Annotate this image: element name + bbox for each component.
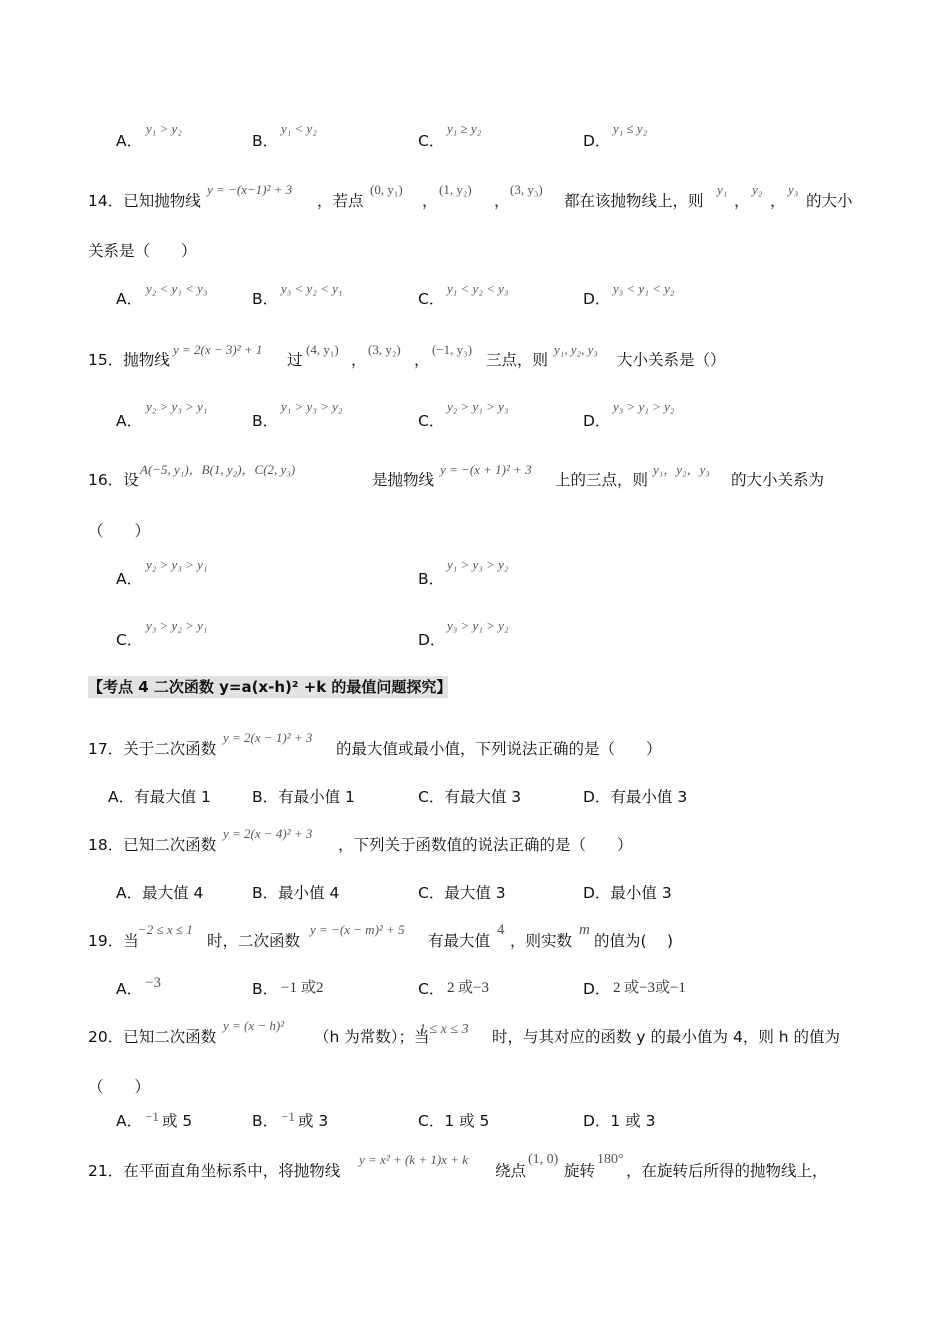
q21-point: (1, 0) [528,1152,559,1167]
q18-function: y = 2(x − 4)² + 3 [223,826,313,841]
q19-value: 4 [497,922,505,938]
q20-function: y = (x − h)² [223,1018,285,1033]
option-a-math: y₂ < y₁ < y₃ [146,281,208,296]
q14-comma: ， [734,192,750,210]
q16-function: y = −(x + 1)² + 3 [440,462,532,477]
option-c-math: 2 [447,980,455,996]
option-d: D． [583,290,611,308]
q19-range: −2 ≤ x ≤ 1 [138,922,193,937]
q15-function: y = 2(x − 3)² + 1 [173,342,263,357]
q19-var-m: m [579,922,590,938]
option-b-math: y₁ > y₃ > y₂ [281,399,343,414]
option-b-math: y₁ > y₃ > y₂ [447,557,509,572]
option-a-math: y₂ > y₃ > y₁ [146,399,208,414]
option-d-math: y₃ > y₁ > y₂ [447,618,509,633]
q14-text: 都在该抛物线上，则 [564,192,704,210]
q19-text: 有最大值 [428,932,491,950]
q16-text: 是抛物线 [372,471,435,489]
q19-stem-start: 19．当 [88,932,139,950]
option-a: A． [116,570,143,588]
q14-var-y1: y₁ [717,182,728,197]
option-d: D． [583,980,611,998]
option-b-math: y₃ < y₂ < y₁ [281,281,343,296]
option-a: A． [116,980,143,998]
q20-text: 时，与其对应的函数 y 的最小值为 4，则 h 的值为 [492,1028,840,1046]
option-b-math: y₁ < y₂ [281,121,317,136]
option-b: B． [252,132,279,150]
option-c: C．有最大值 3 [418,788,522,806]
option-c: C．1 或 5 [418,1112,490,1130]
q15-point-1: (4, y₁) [306,342,339,357]
q15-comma: ， [414,351,430,369]
option-c: C． [418,980,445,998]
q14-point-2: (1, y₂) [439,182,472,197]
q15-text: 过 [287,351,303,369]
q19-function: y = −(x − m)² + 5 [310,922,405,937]
option-c: C． [418,132,445,150]
q15-point-2: (3, y₂) [368,342,401,357]
q20-range: 1 ≤ x ≤ 3 [419,1022,469,1037]
q14-text: ，若点 [317,192,364,210]
q15-text: 大小关系是（） [617,351,726,369]
option-d-math: 2 [613,980,621,996]
q16-text: 的大小关系为 [731,471,825,489]
q15-point-3: (−1, y₃) [432,342,473,357]
q20-stem-start: 20．已知二次函数 [88,1028,217,1046]
q18-stem-start: 18．已知二次函数 [88,836,217,854]
option-a: A． [116,412,143,430]
option-b-tail: 或 3 [298,1112,329,1130]
q14-var-y3: y₃ [788,182,799,197]
q17-text: 的最大值或最小值，下列说法正确的是（ ） [336,740,662,758]
option-b-math: −1 [281,980,297,996]
option-a: A． [116,132,143,150]
option-c-math: y₂ > y₁ > y₃ [447,399,509,414]
q15-text: 三点，则 [486,351,549,369]
option-d-math: y₃ > y₁ > y₂ [613,399,675,414]
q14-function: y = −(x−1)² + 3 [207,182,293,197]
option-c-math: y₁ < y₂ < y₃ [447,281,509,296]
q15-comma: ， [351,351,367,369]
q16-stem-start: 16．设 [88,471,139,489]
option-a: A．有最大值 1 [108,788,211,806]
option-d: D．最小值 3 [583,884,672,902]
option-a-math: y₁ > y₂ [146,121,182,136]
section-heading: 【考点 4 二次函数 y=a(x-h)² +k 的最值问题探究】 [88,678,452,696]
option-d-tail: 或−3或−1 [624,980,686,996]
q14-comma: ， [422,192,438,210]
q16-points: A(−5, y₁)，B(1, y₂)，C(2, y₃) [140,462,296,477]
option-b: B． [252,980,279,998]
q21-text: 绕点 [495,1162,527,1180]
q15-vars: y₁, y₂, y₃ [554,342,598,357]
option-c-math: y₃ > y₂ > y₁ [146,618,208,633]
option-c-math: y₁ ≥ y₂ [447,121,482,136]
option-c: C． [418,412,445,430]
option-c-tail: 或−3 [458,980,489,996]
option-a: A． [116,290,143,308]
q14-comma: ， [494,192,510,210]
q14-stem-start: 14．已知抛物线 [88,192,201,210]
q14-point-1: (0, y₁) [370,182,403,197]
option-b: B． [418,570,445,588]
q16-stem-end: （ ） [88,522,151,540]
option-b-tail: 或2 [301,980,324,996]
q15-stem-start: 15．抛物线 [88,351,170,369]
q20-stem-end: （ ） [88,1078,151,1096]
option-d: D．有最小值 3 [583,788,688,806]
q14-point-3: (3, y₃) [510,182,543,197]
option-c: C． [418,290,445,308]
q21-degree: 180° [597,1152,624,1167]
q16-vars: y₁，y₂，y₃ [653,462,710,477]
option-d: D． [418,631,446,649]
q18-text: ，下列关于函数值的说法正确的是（ ） [338,836,633,854]
option-b: B． [252,412,279,430]
option-b: B． [252,1112,279,1130]
q17-stem-start: 17．关于二次函数 [88,740,217,758]
option-b: B． [252,290,279,308]
option-a-math: −1 [145,1109,159,1124]
option-b: B．最小值 4 [252,884,340,902]
option-a-tail: 或 5 [162,1112,193,1130]
option-c: C．最大值 3 [418,884,506,902]
option-c: C． [116,631,143,649]
q19-text: 时，二次函数 [207,932,301,950]
q19-text: 的值为( ) [594,932,674,950]
option-a-math: y₂ > y₃ > y₁ [146,557,208,572]
q14-var-y2: y₂ [752,182,763,197]
q21-stem-start: 21．在平面直角坐标系中，将抛物线 [88,1162,341,1180]
q14-text: 的大小 [806,192,853,210]
q20-text: （h 为常数）；当 [314,1028,430,1046]
option-a: A．最大值 4 [116,884,204,902]
option-b-math: −1 [281,1109,295,1124]
option-d: D． [583,412,611,430]
option-a-math: −3 [145,975,161,991]
q14-stem-end: 关系是（ ） [88,242,197,260]
option-d-math: y₁ ≤ y₂ [613,121,648,136]
q16-text: 上的三点，则 [555,471,649,489]
option-d: D． [583,132,611,150]
q21-text: ，在旋转后所得的抛物线上， [626,1162,828,1180]
option-b: B．有最小值 1 [252,788,355,806]
option-d: D．1 或 3 [583,1112,656,1130]
q21-function: y = x² + (k + 1)x + k [359,1152,468,1167]
q17-function: y = 2(x − 1)² + 3 [223,730,313,745]
option-a: A． [116,1112,143,1130]
option-d-math: y₃ < y₁ < y₂ [613,281,675,296]
q19-text: ，则实数 [510,932,573,950]
q14-comma: ， [770,192,786,210]
q21-text: 旋转 [564,1162,596,1180]
